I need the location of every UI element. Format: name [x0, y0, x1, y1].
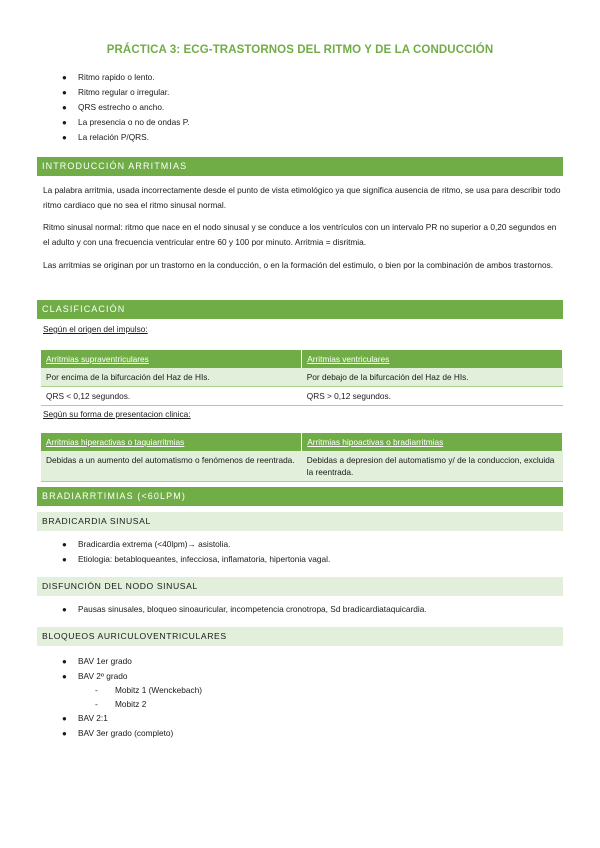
table-cell: QRS > 0,12 segundos. — [302, 387, 563, 406]
table-cell: Por encima de la bifurcación del Haz de HIs. — [41, 368, 302, 387]
table-row — [41, 368, 563, 387]
list-item: ● Ritmo rapido o lento. — [62, 72, 155, 82]
table-row — [41, 387, 563, 406]
list-item: ● BAV 1er grado — [62, 656, 132, 666]
paragraph: La palabra arritmia, usada incorrectamente desde el punto de vista etimológico ya que significa ausencia de ritmo, se usa para describir todo ritmo cardiaco que no sea el ritmo sinusal normal. — [43, 185, 561, 210]
subheading-bloqueos-av: BLOQUEOS AURICULOVENTRICULARES — [37, 627, 563, 646]
subheading-bradicardia-sinusal: BRADICARDIA SINUSAL — [37, 512, 563, 531]
table-header: Arritmias hiperactivas o taquiarritmias — [41, 433, 302, 451]
table-row — [41, 451, 563, 482]
bloqueos-bullet-list-2 — [62, 711, 173, 741]
table-cell: QRS < 0,12 segundos. — [41, 387, 302, 406]
list-item: ● BAV 3er grado (completo) — [62, 728, 174, 738]
table-header: Arritmias ventriculares — [302, 350, 563, 368]
list-item: ● Pausas sinusales, bloqueo sinoauricular, incompetencia cronotropa, Sd bradicardiataquicardia. — [62, 604, 427, 614]
section-heading-intro: INTRODUCCIÓN ARRITMIAS — [37, 157, 563, 176]
table-cell: Debidas a depresion del automatismo y/ de la conduccion, excluida la reentrada. — [302, 451, 563, 482]
list-item: - Mobitz 1 (Wenckebach) — [95, 685, 202, 695]
list-item: ● La relación P/QRS. — [62, 132, 150, 142]
table-origen — [41, 350, 563, 406]
list-item: ● BAV 2º grado — [62, 671, 128, 681]
list-item: - Mobitz 2 — [95, 699, 147, 709]
list-item: ● Etiologia: betabloqueantes, infecciosa, inflamatoria, hipertonia vagal. — [62, 554, 331, 564]
list-item: ● La presencia o no de ondas P. — [62, 117, 190, 127]
mobitz-sub-list — [95, 683, 202, 711]
page-title: PRÁCTICA 3: ECG-TRASTORNOS DEL RITMO Y DE LA CONDUCCIÓN — [106, 44, 494, 56]
paragraph: Ritmo sinusal normal: ritmo que nace en el nodo sinusal y se conduce a los ventrículos con un intervalo PR no superior a 0,20 segundos en el adulto y con una frecuencia ventricular entre 60 y 100 por minuto. Arritmia = disritmia. — [43, 222, 557, 247]
intro-bullet-list — [62, 70, 189, 145]
table-header: Arritmias hipoactivas o bradiarritmias — [302, 433, 563, 451]
bradicardia-bullet-list — [62, 537, 330, 567]
label-forma: Según su forma de presentacion clinica: — [43, 409, 191, 419]
bloqueos-bullet-list — [62, 654, 132, 684]
list-item: ● Ritmo regular o irregular. — [62, 87, 170, 97]
label-origen: Según el origen del impulso: — [43, 324, 148, 334]
table-cell: Debidas a un aumento del automatismo o fenómenos de reentrada. — [41, 451, 302, 482]
list-item: ● Bradicardia extrema (<40lpm)→ asistolia. — [62, 539, 231, 549]
section-heading-clasificacion: CLASIFICACIÓN — [37, 300, 563, 319]
list-item: ● BAV 2:1 — [62, 713, 108, 723]
section-heading-bradi: BRADIARRTIMIAS (<60LPM) — [37, 487, 563, 506]
list-item: ● QRS estrecho o ancho. — [62, 102, 165, 112]
table-header: Arritmias supraventriculares — [41, 350, 302, 368]
subheading-disfuncion-nodo: DISFUNCIÓN DEL NODO SINUSAL — [37, 577, 563, 596]
table-cell: Por debajo de la bifurcación del Haz de HIs. — [302, 368, 563, 387]
disfuncion-bullet-list — [62, 602, 427, 617]
table-forma — [41, 433, 563, 482]
paragraph: Las arritmias se originan por un trastorno en la conducción, o en la formación del estimulo, o bien por la combinación de ambos trastornos. — [43, 260, 554, 270]
